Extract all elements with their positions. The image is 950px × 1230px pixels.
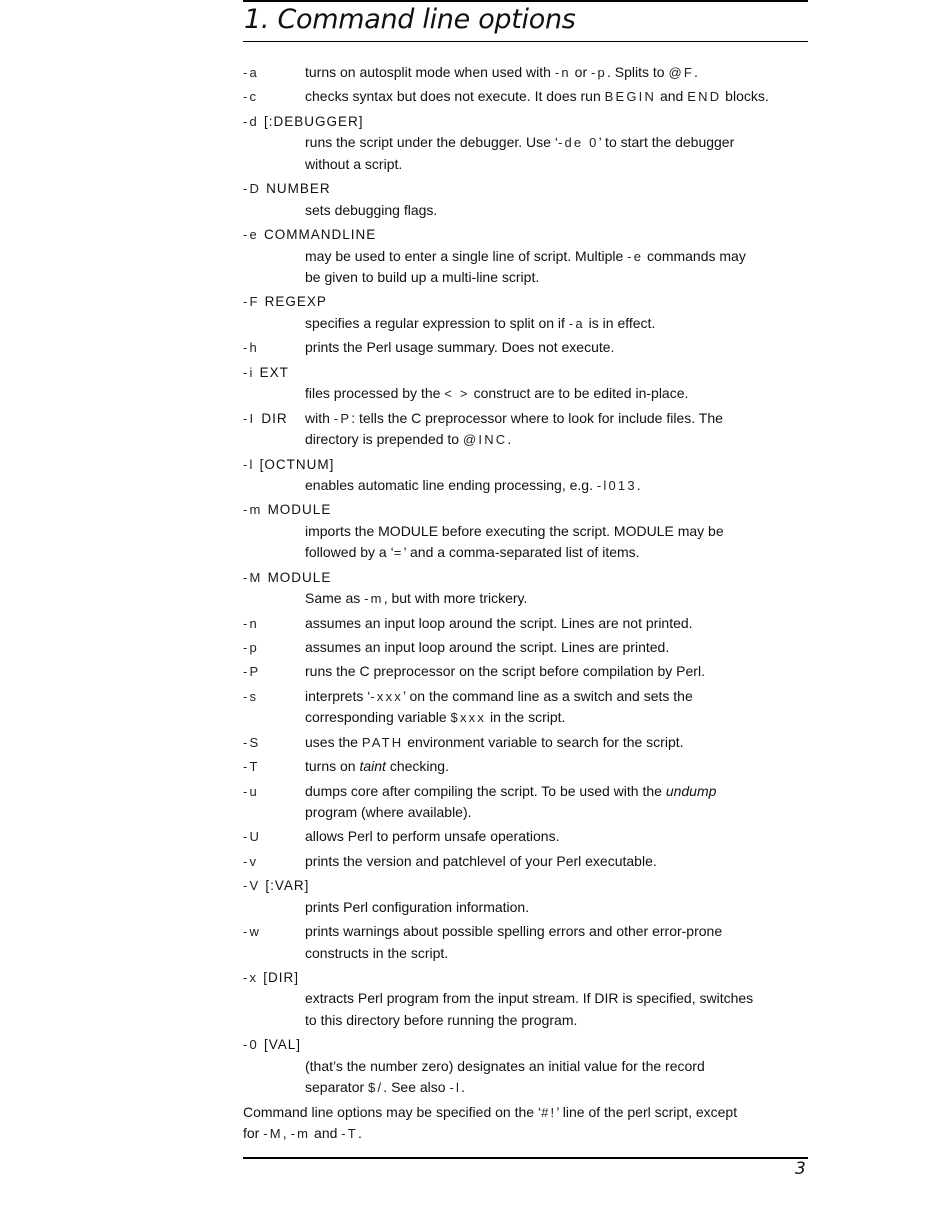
text: , but with more trickery. (383, 590, 528, 607)
option-description (305, 686, 808, 729)
option-description (243, 246, 808, 289)
text: with (305, 409, 334, 426)
text: sets debugging flags. (305, 201, 438, 218)
option-entry (243, 826, 808, 848)
option-entry (243, 781, 808, 824)
option-description (305, 921, 808, 964)
text: dumps core after compiling the script. To be used with the (305, 782, 666, 799)
option-argument: EXT (259, 364, 289, 380)
option-description (305, 732, 808, 754)
text: separator (305, 1079, 369, 1096)
emphasis: undump (665, 782, 717, 799)
option-description (243, 475, 808, 497)
option-flag: -I (243, 410, 256, 426)
text-line (305, 383, 808, 405)
text: commands may (643, 247, 746, 264)
code-literal: $xxx (450, 710, 487, 726)
text: (that’s the number zero) designates an initial value for the record (305, 1057, 705, 1074)
option-entry (243, 686, 808, 729)
option-entry (243, 86, 808, 108)
text: assumes an input loop around the script. Lines are printed. (305, 639, 670, 656)
option-flag: -T (243, 759, 260, 775)
text: ’ on the command line as a switch and sets the (403, 687, 693, 704)
option-description (243, 200, 808, 222)
option-entry (243, 111, 808, 176)
text-line (305, 337, 808, 359)
text-line (305, 943, 808, 965)
option-entry (243, 732, 808, 754)
text: constructs in the script. (305, 944, 449, 961)
text: ’ and a comma-separated list of items. (403, 544, 640, 561)
code-literal: #! (541, 1104, 557, 1120)
option-entry (243, 613, 808, 635)
option-description (305, 826, 808, 848)
text-line (243, 1123, 808, 1145)
code-literal: BEGIN (604, 89, 657, 105)
text-line (305, 542, 808, 564)
code-literal: -l (449, 1080, 462, 1096)
text-line (305, 851, 808, 873)
option-argument: NUMBER (266, 181, 331, 197)
option-description (243, 313, 808, 335)
emphasis: taint (359, 758, 386, 775)
option-entry (243, 567, 808, 610)
text: directory is prepended to (305, 431, 463, 448)
option-argument: MODULE (267, 502, 332, 518)
option-flag: -h (243, 340, 259, 356)
option-entry (243, 661, 808, 683)
option-entry (243, 875, 808, 918)
text: to this directory before running the program. (305, 1011, 578, 1028)
option-flag: -m (243, 502, 263, 518)
text-line (305, 988, 808, 1010)
option-flag: -F (243, 294, 260, 310)
code-literal: -e (627, 248, 644, 264)
text: enables automatic line ending processing, e.g. (305, 477, 597, 494)
text-line (305, 246, 808, 268)
text: be given to build up a multi-line script. (305, 269, 540, 286)
option-argument: [VAL] (263, 1037, 301, 1053)
option-argument: [:VAR] (265, 878, 310, 894)
code-literal: -a (568, 315, 585, 331)
text-line (305, 588, 808, 610)
text: interprets ‘ (305, 687, 371, 704)
text: : tells the C preprocessor where to look for include files. The (351, 409, 723, 426)
code-literal: @INC (462, 432, 508, 448)
text: imports the MODULE before executing the script. MODULE may be (305, 522, 724, 539)
text: and (310, 1125, 342, 1142)
option-flag: -D (243, 181, 262, 197)
option-description (243, 1056, 808, 1099)
option-argument: REGEXP (264, 294, 327, 310)
text: prints warnings about possible spelling errors and other error-prone (305, 923, 723, 940)
text: checking. (385, 758, 449, 775)
text: Command line options may be specified on the ‘ (243, 1103, 542, 1120)
code-literal: -T (341, 1126, 358, 1142)
option-description (305, 637, 808, 659)
code-literal: < > (444, 386, 470, 402)
text: specifies a regular expression to split on if (305, 314, 569, 331)
text: . (357, 1125, 362, 1142)
page-number: 3 (795, 1159, 806, 1179)
text: prints the version and patchlevel of your Perl executable. (305, 852, 657, 869)
option-description (305, 613, 808, 635)
option-flag: -x (243, 969, 259, 985)
text: ’ line of the perl script, except (556, 1103, 738, 1120)
text: or (570, 64, 592, 80)
option-description (243, 897, 808, 919)
text: blocks. (721, 88, 769, 105)
option-entry (243, 1034, 808, 1099)
text-line (305, 132, 808, 154)
text: assumes an input loop around the script. Lines are not printed. (305, 614, 693, 631)
text-line (305, 313, 808, 335)
option-entry (243, 291, 808, 334)
text: , (282, 1125, 291, 1142)
option-argument: DIR (261, 410, 288, 426)
option-argument: [DIR] (263, 969, 299, 985)
text: runs the script under the debugger. Use ‘ (305, 134, 558, 151)
option-entry (243, 408, 808, 451)
option-flag: -c (243, 89, 259, 105)
option-entry (243, 337, 808, 359)
text-line (305, 475, 808, 497)
text-line (305, 897, 808, 919)
text: . (636, 477, 641, 494)
text-line (305, 661, 808, 683)
option-entry (243, 637, 808, 659)
footer-note (243, 1102, 808, 1145)
option-entry (243, 851, 808, 873)
text: . (461, 1079, 465, 1096)
option-flag: -l (243, 456, 255, 472)
option-flag: -e (243, 227, 259, 243)
code-literal: $/ (368, 1080, 384, 1096)
text-line (243, 1102, 808, 1124)
option-entry (243, 362, 808, 405)
code-literal: -m (290, 1126, 311, 1142)
text: Same as (305, 590, 365, 607)
code-literal: -p (591, 65, 607, 80)
option-flag: -w (243, 924, 262, 940)
option-description (243, 132, 808, 175)
text-line (305, 826, 808, 848)
text: extracts Perl program from the input stream. If DIR is specified, switches (305, 990, 754, 1007)
option-flag: -0 (243, 1037, 259, 1053)
option-flag: -s (243, 688, 259, 704)
option-flag: -P (243, 664, 261, 680)
option-argument: [:DEBUGGER] (263, 113, 364, 129)
text: without a script. (305, 155, 403, 172)
option-description (305, 86, 808, 108)
option-flag: -a (243, 65, 259, 80)
option-entry (243, 178, 808, 221)
text: files processed by the (305, 385, 445, 402)
option-flag: -V (243, 878, 261, 894)
text: uses the (305, 733, 362, 750)
text: may be used to enter a single line of script. Multiple (305, 247, 628, 264)
code-literal: -de 0 (557, 135, 599, 151)
text-line (305, 756, 808, 778)
text: ’ to start the debugger (598, 134, 735, 151)
code-literal: -P (333, 410, 352, 426)
option-entry (243, 921, 808, 964)
code-literal: -xxx (370, 688, 403, 704)
text: is in effect. (584, 314, 656, 331)
option-description (305, 756, 808, 778)
text: . (507, 431, 512, 448)
page-title: 1. Command line options (244, 4, 576, 35)
options-list (243, 62, 808, 1145)
option-description (243, 988, 808, 1031)
text: environment variable to search for the script. (403, 733, 684, 750)
text: for (243, 1125, 264, 1142)
text: prints Perl configuration information. (305, 898, 530, 915)
code-literal: END (687, 89, 722, 105)
text: . See also (383, 1079, 450, 1096)
option-entry (243, 967, 808, 1032)
option-entry (243, 499, 808, 564)
text-line (305, 267, 808, 289)
option-argument: [OCTNUM] (259, 456, 335, 472)
option-description (305, 781, 808, 824)
option-entry (243, 454, 808, 497)
text-line (305, 1077, 808, 1099)
text: in the script. (486, 709, 566, 726)
option-flag: -n (243, 615, 259, 631)
option-description (243, 521, 808, 564)
text-line (305, 429, 808, 451)
text-line (305, 707, 808, 729)
code-literal: -m (364, 591, 384, 607)
text: prints the Perl usage summary. Does not execute. (305, 339, 615, 356)
text: program (where available). (305, 804, 472, 821)
code-literal: -l013 (596, 478, 637, 494)
text-line (305, 86, 808, 108)
option-argument: COMMANDLINE (263, 227, 377, 243)
code-literal: -n (554, 65, 571, 80)
title-rule (243, 41, 808, 42)
footer-rule (243, 1157, 808, 1159)
code-literal: PATH (361, 734, 404, 750)
option-entry (243, 224, 808, 289)
text: construct are to be edited in-place. (469, 385, 689, 402)
code-literal: = (393, 545, 404, 561)
option-flag: -u (243, 783, 259, 799)
text: followed by a ‘ (305, 544, 394, 561)
option-description (243, 588, 808, 610)
text: and (656, 88, 688, 105)
code-literal: @F (668, 65, 694, 80)
option-entry (243, 756, 808, 778)
text-line (305, 613, 808, 635)
text: allows Perl to perform unsafe operations. (305, 828, 560, 845)
text: . (694, 64, 698, 80)
option-description (305, 661, 808, 683)
text-line (305, 408, 808, 430)
option-description (243, 383, 808, 405)
option-argument: MODULE (267, 569, 332, 585)
text-line (305, 200, 808, 222)
option-description (305, 62, 808, 84)
text-line (305, 921, 808, 943)
text-line (305, 62, 808, 84)
text-line (305, 781, 808, 803)
text: . Splits to (606, 64, 669, 80)
text-line (305, 802, 808, 824)
text-line (305, 637, 808, 659)
option-flag: -i (243, 364, 255, 380)
option-entry (243, 62, 808, 84)
text-line (305, 1010, 808, 1032)
text-line (305, 732, 808, 754)
option-flag: -U (243, 829, 262, 845)
text: turns on autosplit mode when used with (305, 64, 555, 80)
text-line (305, 521, 808, 543)
top-rule (243, 0, 808, 2)
text-line (305, 686, 808, 708)
text: turns on (305, 758, 360, 775)
option-description (305, 408, 808, 451)
option-flag: -S (243, 734, 261, 750)
text: corresponding variable (305, 709, 451, 726)
text-line (305, 154, 808, 176)
text: checks syntax but does not execute. It does run (305, 88, 605, 105)
text-line (305, 1056, 808, 1078)
code-literal: -M (263, 1126, 283, 1142)
option-description (305, 337, 808, 359)
option-flag: -d (243, 113, 259, 129)
option-flag: -p (243, 640, 259, 656)
text: runs the C preprocessor on the script before compilation by Perl. (305, 663, 705, 680)
option-flag: -v (243, 853, 259, 869)
option-description (305, 851, 808, 873)
option-flag: -M (243, 569, 263, 585)
